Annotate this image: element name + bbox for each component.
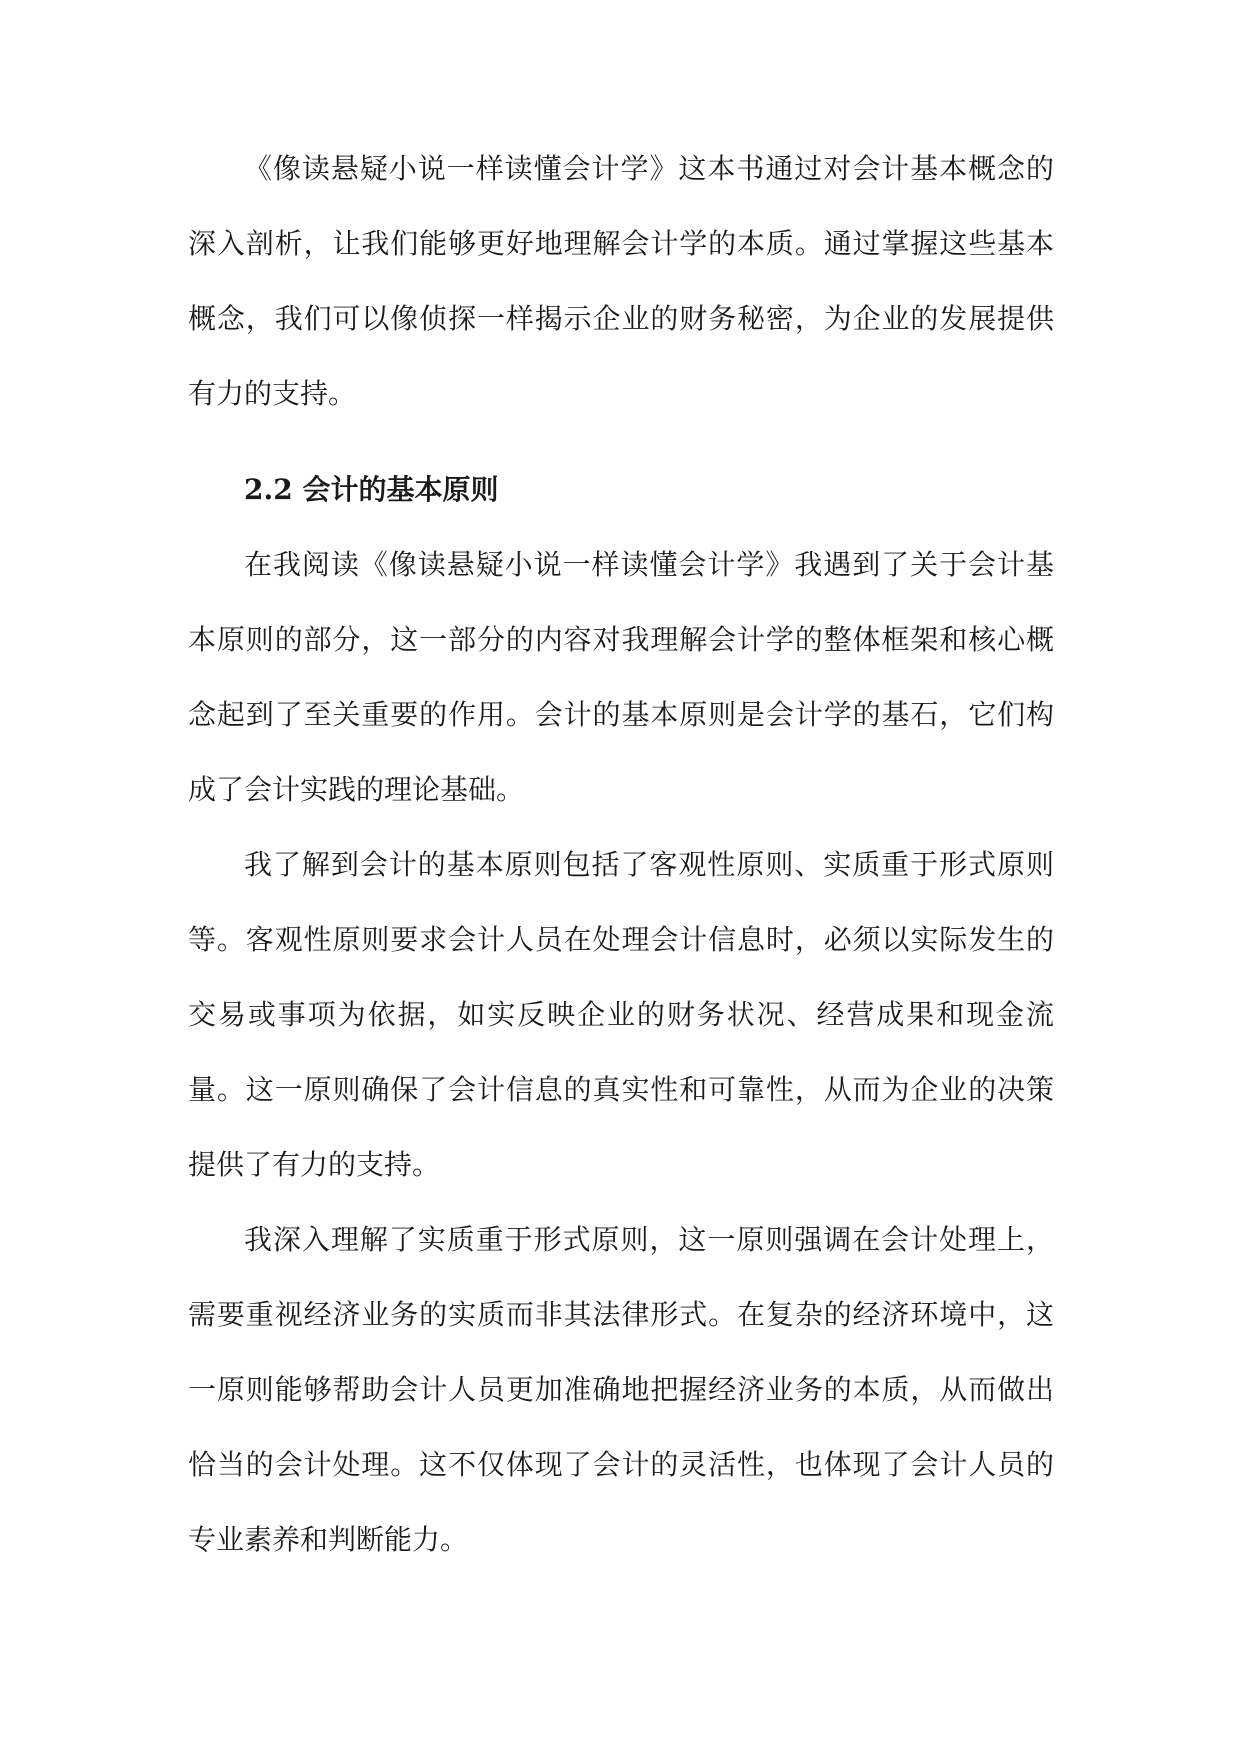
body-paragraph: 在我阅读《像读悬疑小说一样读懂会计学》我遇到了关于会计基本原则的部分，这一部分的内容对我理解会计学的整体框架和核心概念起到了至关重要的作用。会计的基本原则是会计学的基石，它们构成了会计实践的理论基础。: [188, 548, 1054, 806]
body-paragraph: 我深入理解了实质重于形式原则，这一原则强调在会计处理上，需要重视经济业务的实质而非其法律形式。在复杂的经济环境中，这一原则能够帮助会计人员更加准确地把握经济业务的本质，从而做出恰当的会计处理。这不仅体现了会计的灵活性，也体现了会计人员的专业素养和判断能力。: [188, 1223, 1054, 1556]
body-paragraph: 我了解到会计的基本原则包括了客观性原则、实质重于形式原则等。客观性原则要求会计人员在处理会计信息时，必须以实际发生的交易或事项为依据，如实反映企业的财务状况、经营成果和现金流量。这一原则确保了会计信息的真实性和可靠性，从而为企业的决策提供了有力的支持。: [188, 848, 1054, 1181]
intro-paragraph: 《像读悬疑小说一样读懂会计学》这本书通过对会计基本概念的深入剖析，让我们能够更好地理解会计学的本质。通过掌握这些基本概念，我们可以像侦探一样揭示企业的财务秘密，为企业的发展提供有力的支持。: [188, 152, 1054, 410]
section-heading: 2.2 会计的基本原则: [244, 473, 499, 506]
document-body: [188, 131, 1054, 1577]
